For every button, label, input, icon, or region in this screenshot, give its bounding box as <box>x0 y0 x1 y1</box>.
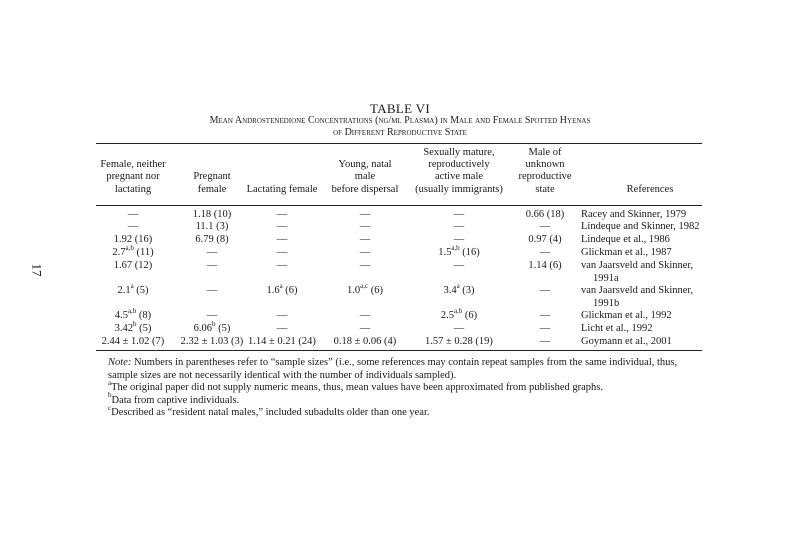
table-cell: 0.97 (4) <box>528 234 562 245</box>
table-cell: — <box>359 209 371 220</box>
table-cell-reference: Glickman et al., 1987 <box>581 247 672 258</box>
table-cell: 1.57 ± 0.28 (19) <box>425 336 493 347</box>
column-header-7 <box>600 184 700 196</box>
bottom-rule <box>96 350 702 351</box>
table-cell: — <box>276 247 288 258</box>
table-cell-reference: Lindeque et al., 1986 <box>581 234 670 245</box>
table-cell: — <box>276 209 288 220</box>
column-header-line: male <box>354 171 376 183</box>
table-cell: — <box>276 323 288 334</box>
column-header-line: lactating <box>114 183 152 195</box>
column-header-line: Lactating female <box>246 183 318 195</box>
table-cell: — <box>359 323 371 334</box>
table-cell: 3.4$^a$ (3) <box>443 281 475 296</box>
table-cell: — <box>453 260 465 271</box>
table-cell: — <box>453 234 465 245</box>
table-cell: 2.7$^{a,b}$ (11) <box>112 243 154 258</box>
column-header-line: Female, neither <box>100 159 166 171</box>
table-cell: — <box>359 221 371 232</box>
column-header-6 <box>485 147 605 196</box>
table-cell: — <box>539 247 551 258</box>
column-header-line: female <box>197 183 227 195</box>
header-rule <box>96 205 702 206</box>
table-cell-reference: van Jaarsveld and Skinner, 1991b <box>581 285 694 309</box>
table-cell: 11.1 (3) <box>195 221 229 232</box>
column-header-line: References <box>626 183 674 195</box>
note-b: $^b$Data from captive individuals. <box>108 391 240 406</box>
table-cell: 6.79 (8) <box>195 234 229 245</box>
table-cell: — <box>539 310 551 321</box>
table-cell: — <box>276 260 288 271</box>
table-cell: 4.5$^{a,b}$ (8) <box>114 306 152 321</box>
table-cell: — <box>453 209 465 220</box>
table-cell: 1.0$^{a,c}$ (6) <box>347 281 383 296</box>
table-cell: — <box>359 234 371 245</box>
table-cell: 3.42$^b$ (5) <box>114 319 152 334</box>
table-cell: — <box>539 221 551 232</box>
table-cell: 1.14 (6) <box>528 260 562 271</box>
table-cell: 1.5$^{a,b}$ (16) <box>438 243 480 258</box>
table-cell: — <box>453 221 465 232</box>
caption-line-2: of Different Reproductive State <box>333 127 467 138</box>
table-cell: 0.18 ± 0.06 (4) <box>333 336 397 347</box>
table-cell: 0.66 (18) <box>525 209 565 220</box>
column-header-line: Young, natal <box>338 159 392 171</box>
note-a: $^a$The original paper did not supply numeric means, thus, mean values have been approximated from published graphs. <box>108 378 604 393</box>
table-cell: 1.18 (10) <box>192 209 232 220</box>
table-cell: 2.44 ± 1.02 (7) <box>101 336 165 347</box>
table-cell: — <box>127 209 139 220</box>
table-cell: — <box>359 247 371 258</box>
table-cell: — <box>276 221 288 232</box>
table-cell: 2.1$^a$ (5) <box>117 281 149 296</box>
table-cell: — <box>276 234 288 245</box>
column-header-line: active male <box>434 171 484 183</box>
note-c: $^c$Described as “resident natal males,” included subadults older than one year. <box>108 403 430 418</box>
column-header-line: before dispersal <box>331 183 399 195</box>
column-header-line: Male of <box>528 146 562 158</box>
column-header-line: pregnant nor <box>106 171 160 183</box>
table-cell: — <box>206 310 218 321</box>
table-cell: 1.67 (12) <box>113 260 153 271</box>
page-number: 17 <box>29 263 45 277</box>
column-header-line: (usually immigrants) <box>415 183 503 195</box>
column-header-line: state <box>535 183 555 195</box>
table-cell: — <box>359 310 371 321</box>
table-cell: — <box>206 260 218 271</box>
table-cell: — <box>453 323 465 334</box>
caption-line-1: Mean Androstenedione Concentrations (ng/ml Plasma) in Male and Female Spotted Hyenas <box>209 115 591 126</box>
table-cell: 2.5$^{a,b}$ (6) <box>440 306 478 321</box>
column-header-line: Sexually mature, <box>423 146 495 158</box>
table-cell-reference: van Jaarsveld and Skinner, 1991a <box>581 260 694 284</box>
table-cell: 1.92 (16) <box>113 234 153 245</box>
table-cell: 6.06$^b$ (5) <box>193 319 231 334</box>
table-cell-reference: Glickman et al., 1992 <box>581 310 672 321</box>
note-general: Note: Numbers in parentheses refer to “sample sizes” (i.e., some references may contain repeat samples from the same individual, thus, sample sizes are not necessarily identical with the number of individuals sampled). <box>108 357 678 381</box>
table-notes <box>96 357 706 420</box>
table-cell: 1.6$^a$ (6) <box>266 281 298 296</box>
table-cell: — <box>539 323 551 334</box>
table-cell: 2.32 ± 1.03 (3) <box>180 336 244 347</box>
table-cell: — <box>206 285 218 296</box>
table-cell-reference: Licht et al., 1992 <box>581 323 653 334</box>
column-header-line: unknown <box>525 159 565 171</box>
table-cell-reference: Goymann et al., 2001 <box>581 336 672 347</box>
table-cell: — <box>206 247 218 258</box>
table-caption <box>0 115 800 139</box>
top-rule <box>96 143 702 144</box>
table-cell: — <box>539 285 551 296</box>
column-header-line: Pregnant <box>193 171 231 183</box>
column-header-line: reproductive <box>518 171 572 183</box>
table-cell: — <box>127 221 139 232</box>
table-cell: — <box>539 336 551 347</box>
table-title: TABLE VI <box>370 101 430 116</box>
table-cell-reference: Lindeque and Skinner, 1982 <box>581 221 700 232</box>
table-cell: — <box>276 310 288 321</box>
table-cell: — <box>359 260 371 271</box>
table-cell: 1.14 ± 0.21 (24) <box>248 336 316 347</box>
table-cell-reference: Racey and Skinner, 1979 <box>581 209 687 220</box>
column-header-line: reproductively <box>428 159 490 171</box>
